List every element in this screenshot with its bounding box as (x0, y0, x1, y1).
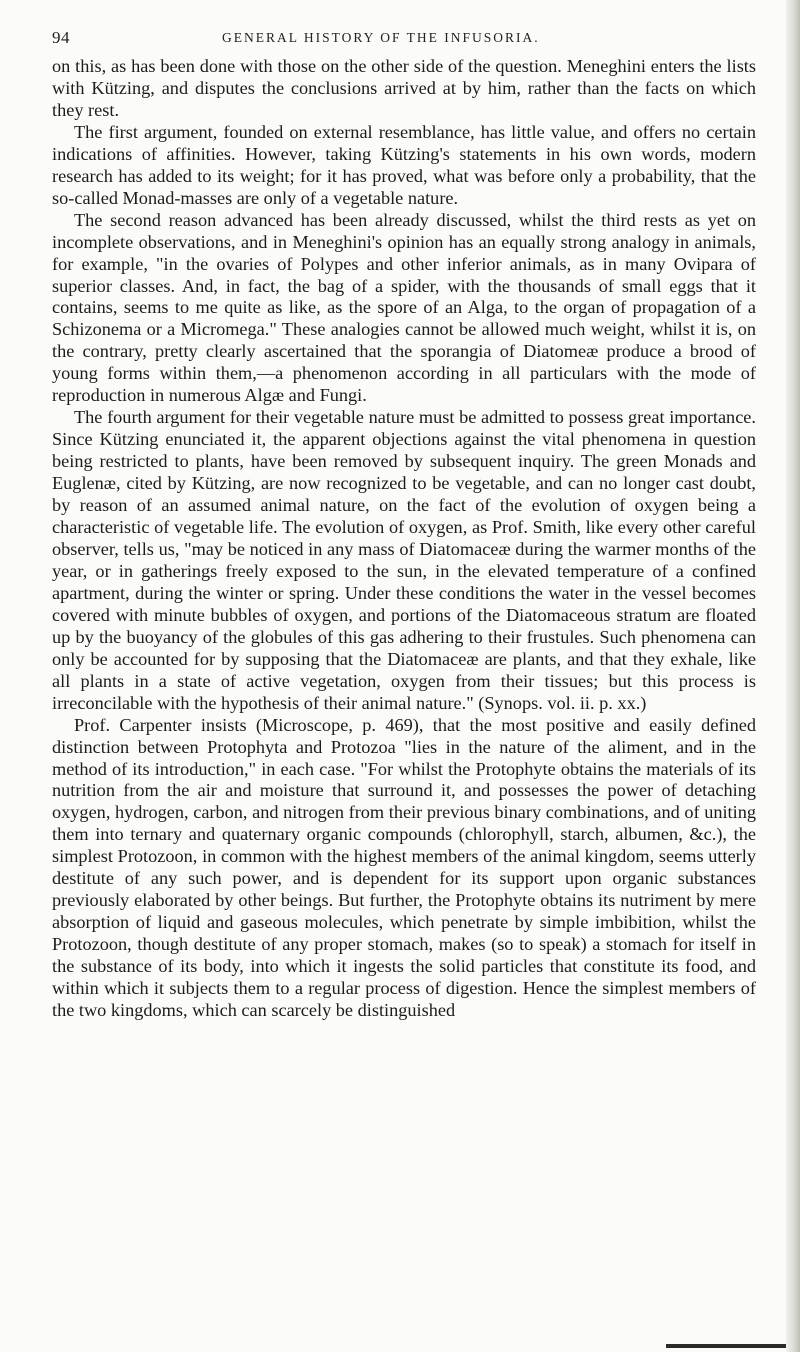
running-title: GENERAL HISTORY OF THE INFUSORIA. (222, 30, 540, 45)
page-header (52, 28, 752, 56)
paragraph-second-reason: The second reason advanced has been already discussed, whilst the third rests as yet on incomplete observations, and in Meneghini's opinion has an equally strong analogy in animals, for example, "in the ovaries of Polypes and other inferior animals, as in many Ovipara of superior classes. And, in fact, the bag of a spider, with the thousands of small eggs that it contains, seems to me quite as like, as the spore of an Alga, to the organ of propagation of a Schizonema or a Micromega." These analogies cannot be allowed much weight, whilst it is, on the contrary, pretty clearly ascertained that the sporangia of Diatomeæ produce a brood of young forms within them,—a phenomenon according in all particulars with the mode of reproduction in numerous Algæ and Fungi. (52, 209, 756, 406)
page-number: 94 (52, 28, 70, 47)
page-edge-shadow (786, 0, 800, 1352)
paragraph-continuation: on this, as has been done with those on the other side of the question. Meneghini enters the lists with Kützing, and disputes the conclusions arrived at by him, rather than the facts on which they rest. (52, 56, 756, 120)
paragraph-fourth-argument: The fourth argument for their vegetable nature must be admitted to possess great importance. Since Kützing enunciated it, the apparent objections against the vital phenomena in question being restricted to plants, have been removed by subsequent inquiry. The green Monads and Euglenæ, cited by Kützing, are now recognized to be vegetable, and can no longer cast doubt, by reason of an assumed animal nature, on the fact of the evolution of oxygen being a characteristic of vegetable life. The evolution of oxygen, as Prof. Smith, like every other careful observer, tells us, "may be noticed in any mass of Diatomaceæ during the warmer months of the year, or in gatherings freely exposed to the sun, in the elevated temperature of a confined apartment, during the winter or spring. Under these conditions the water in the vessel becomes covered with minute bubbles of oxygen, and portions of the Diatomaceous stratum are floated up by the buoyancy of the globules of this gas adhering to their frustules. Such phenomena can only be accounted for by supposing that the Diatomaceæ are plants, and that they exhale, like all plants in a state of active vegetation, oxygen from their tissues; but this process is irreconcilable with the hypothesis of their animal nature." (Synops. vol. ii. p. xx.) (52, 407, 756, 713)
body-text (52, 56, 756, 1022)
paragraph-first-argument: The first argument, founded on external resemblance, has little value, and offers no certain indications of affinities. However, taking Kützing's statements in his own words, modern research has added to its weight; for it has proved, what was before only a probability, that the so-called Monad-masses are only of a vegetable nature. (52, 121, 756, 208)
paragraph-carpenter: Prof. Carpenter insists (Microscope, p. 469), that the most positive and easily defined distinction between Protophyta and Protozoa "lies in the nature of the aliment, and in the method of its introduction," in each case. "For whilst the Protophyte obtains the materials of its nutrition from the air and moisture that surround it, and possesses the power of detaching oxygen, hydrogen, carbon, and nitrogen from their previous binary combinations, and of uniting them into ternary and quaternary organic compounds (chlorophyll, starch, albumen, &c.), the simplest Protozoon, in common with the highest members of the animal kingdom, seems utterly destitute of any such power, and is dependent for its support upon organic substances previously elaborated by other beings. But further, the Protophyte obtains its nutriment by mere absorption of liquid and gaseous molecules, which penetrate by simple imbibition, whilst the Protozoon, though destitute of any proper stomach, makes (so to speak) a stomach for itself in the substance of its body, into which it ingests the solid particles that constitute its food, and within which it subjects them to a regular process of digestion. Hence the simplest members of the two kingdoms, which can scarcely be distinguished (52, 714, 756, 1020)
bottom-edge-mark (666, 1344, 786, 1348)
